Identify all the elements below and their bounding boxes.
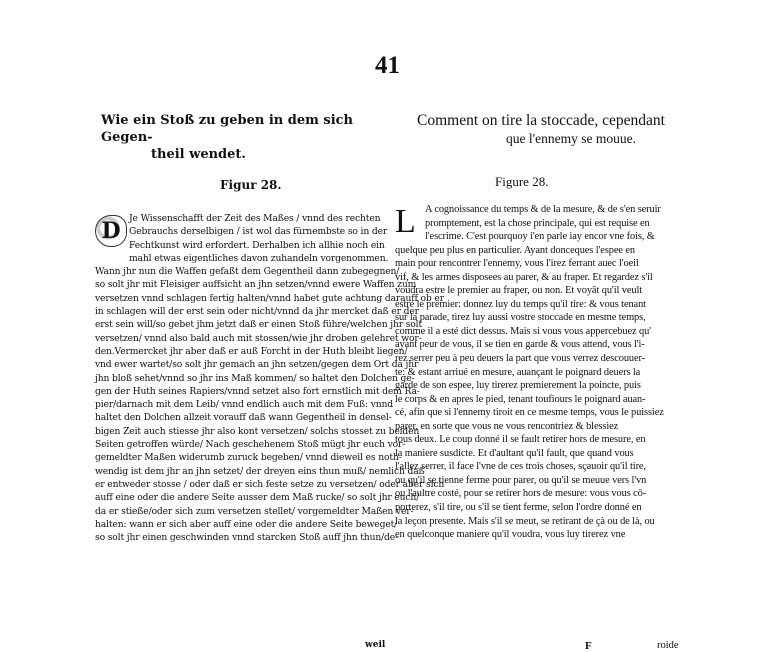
german-text-line: er entweder stosse / oder daß er sich feste setze zu versetzen/ oder aber sich: [95, 478, 445, 490]
german-text-line: mahl etwas eigentliches davon zuhandeln vorgenommen.: [129, 252, 389, 264]
french-text-line: voudra estre le premier au fraper, ou non. Et voyāt qu'il veult: [395, 285, 643, 297]
french-text-line: la leçon presente. Mais s'il se meut, se retirant de çà ou de là, ou: [395, 515, 655, 527]
french-text-line: estre le premier: donnez luy du temps qu'il tire: & vous tenant: [395, 298, 646, 310]
french-text-line: tous deux. Le coup donné il se fault retirer hors de mesure, en: [395, 434, 646, 446]
german-text-line: wendig ist dem jhr an jhn setzet/ der dreyen eins thun muß/ nemlich daß: [95, 465, 425, 477]
french-text-line: garde de son espee, luy tirerez premierement la poincte, puis: [395, 380, 641, 392]
german-text-line: Gebrauchs derselbigen / ist wol das fürnembste so in der: [129, 226, 388, 238]
french-text-line: sur la parade, tirez luy aussi vostre stoccade en mesme temps,: [395, 312, 646, 324]
german-drop-cap: D: [95, 215, 127, 247]
page-number: 41: [375, 52, 400, 79]
french-text-line: rez serrer peu à peu deuers la part que vous verrez descouuer-: [395, 353, 646, 365]
french-text-line: quelque peu plus en particulier. Ayant donceques l'espee en: [395, 244, 635, 256]
german-heading-line-2: theil wendet.: [151, 147, 246, 162]
french-text-line: main pour rencontrer l'ennemy, vous l'irez ferrant auec l'oeil: [395, 258, 639, 270]
french-drop-cap: L: [395, 203, 416, 240]
french-text-line: cé, afin que si l'ennemy tiroit en ce mesme temps, vous le puissiez: [395, 407, 664, 419]
german-text-line: erst sein will/so gebet jhm jetzt daß er einen Stoß führe/welchen jhr solt: [95, 319, 423, 331]
french-text-line: porterez, s'il tire, ou s'il se tient ferme, selon l'ordre donné en: [395, 502, 642, 514]
french-text-line: vif, & les armes disposees au parer, & au fraper. Et regardez s'il: [395, 271, 653, 283]
signature-mark: F: [585, 640, 592, 652]
french-heading-line-2: que l'ennemy se mouue.: [506, 131, 636, 146]
french-text-line: promptement, est la chose principale, qui est requise en: [425, 217, 650, 229]
german-text-line: Fechtkunst wird erfordert. Derhalben ich allhie noch ein: [129, 239, 385, 251]
french-column: [395, 112, 687, 652]
german-text-line: in schlagen will der erst sein oder nicht/vnnd da jhr mercket daß er der: [95, 306, 419, 318]
french-text-line: ou l'aultre costé, pour se retirer hors de mesure: vous vous cō-: [395, 488, 647, 500]
german-column: [95, 112, 445, 650]
german-text-line: pier/darnach mit dem Leib/ vnnd endlich auch mit dem Fuß: vnnd: [95, 399, 394, 411]
french-figure-caption: Figure 28.: [495, 174, 549, 189]
german-heading-line-1: Wie ein Stoß zu geben in dem sich Gegen-: [101, 113, 354, 145]
french-text-line: parer, en sorte que vous ne vous rencontriez & blessiez: [395, 420, 619, 432]
french-text-line: ayant peur de vous, il se tien en garde & vous attend, vous l'i-: [395, 339, 645, 351]
french-text-line: en quelconque maniere qu'il voudra, vous luy tirerez vne: [395, 529, 626, 541]
german-text-line: den.Vermercket jhr aber daß er auß Forcht in der Huth bleibt liegen/: [95, 345, 408, 357]
french-text-line: la maniere susdicte. Et d'aultant qu'il fault, que quand vous: [395, 447, 634, 459]
german-text-line: vnd ewer wartet/so solt jhr gemach an jhn setzen/gegen dem Ort da jhr: [95, 359, 419, 371]
french-catchword: roide: [657, 640, 679, 651]
german-text-line: gemeldter Maßen widerumb zuruck begeben/ vnnd dieweil es noth-: [95, 452, 402, 464]
french-text-line: comme il a esté dict dessus. Mais si vous vous appercebuez qu': [395, 325, 651, 337]
german-figure-caption: Figur 28.: [220, 178, 282, 192]
german-catchword: weil: [365, 640, 386, 650]
german-text-line: auff eine oder die andere Seite ausser dem Maß rucke/ so solt jhr euch/: [95, 492, 420, 504]
german-text-line: Wann jhr nun die Waffen gefaßt dem Gegentheil dann zubegegnen/: [95, 266, 400, 278]
french-text-line: A cognoissance du temps & de la mesure, & de s'en seruir: [425, 204, 661, 215]
german-text-line: da er stieße/oder sich zum versetzen stellet/ vorgemeldter Maßen ver-: [95, 505, 414, 517]
german-text-line: versetzen vnnd schlagen fertig halten/vnnd habet gute achtung darauff ob er: [95, 292, 444, 304]
german-text-line: so solt jhr mit Fleisiger auffsicht an jhn setzen/vnnd ewere Waffen zum: [95, 279, 417, 291]
german-text-line: bigen Zeit auch stiesse jhr also kont versetzen/ solchs stosset zu beiden: [95, 425, 420, 437]
french-text-line: le corps & en apres le pied, tenant toufiours le poignard auan-: [395, 393, 646, 405]
german-heading: [101, 112, 385, 163]
german-text-line: versetzen/ vnnd also bald auch mit stossen/wie jhr droben gelehret wor-: [95, 332, 422, 344]
german-text-line: Seiten getroffen würde/ Nach geschehenem Stoß mügt jhr euch vor-: [95, 439, 406, 451]
french-text-line: te: & estant arriué en mesure, auançant le poignard deuers la: [395, 366, 641, 378]
french-text-line: ou qu'il se tienne ferme pour parer, ou qu'il se meuue vers l'vn: [395, 474, 647, 486]
german-text-line: haltet den Dolchen allzeit vorauff daß wann Gegentheil in densel-: [95, 412, 392, 424]
german-text-line: gen der Huth seines Rapiers/vnnd setzet also fort ernstlich mit dem Ra-: [95, 385, 420, 397]
french-body-text: [395, 203, 687, 542]
german-text-line: halten: wann er sich aber auff eine oder die andere Seite beweget/: [95, 518, 398, 530]
german-text-line: Je Wissenschafft der Zeit des Maßes / vnnd des rechten: [129, 213, 381, 224]
french-heading: [395, 112, 687, 148]
german-body-text: [95, 212, 445, 544]
french-text-line: l'escrime. C'est pourquoy i'en parle iay encor vne fois, &: [425, 231, 655, 243]
german-text-line: jhn bloß sehet/vnnd so jhr ins Maß kommen/ so haltet den Dolchen ge-: [95, 372, 415, 384]
french-text-line: l'allez serrer, il face l'vne de ces trois choses, sçauoir qu'il tire,: [395, 461, 646, 473]
german-text-line: so solt jhr einen geschwinden vnnd starcken Stoß auff jhn thun/de-: [95, 532, 399, 544]
french-heading-line-1: Comment on tire la stoccade, cependant: [417, 112, 665, 129]
